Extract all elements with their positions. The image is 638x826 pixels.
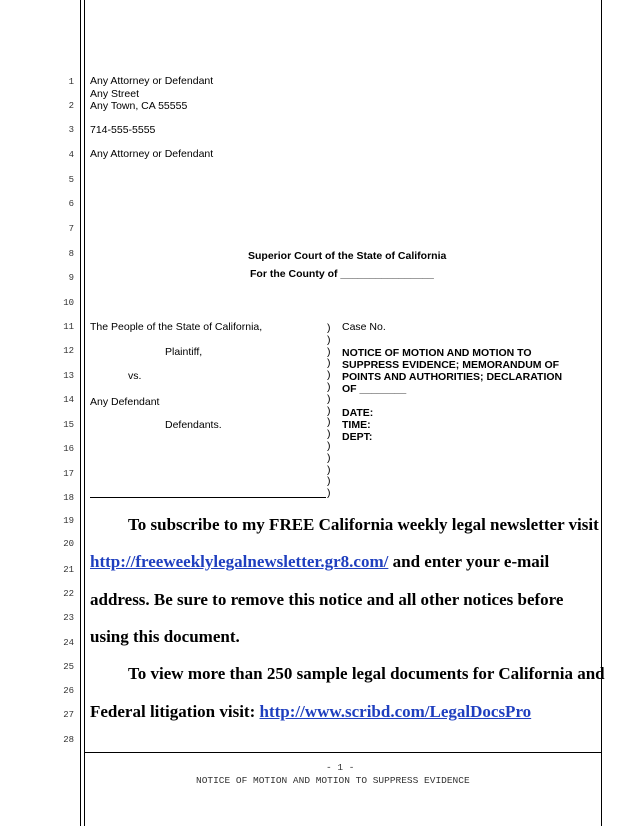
line-number: 28: [63, 735, 74, 745]
line-number: 13: [63, 371, 74, 381]
plaintiff-role: Plaintiff,: [165, 346, 203, 358]
court-name: Superior Court of the State of California: [248, 250, 447, 262]
attorney-for: Any Attorney or Defendant: [90, 148, 214, 160]
line-number: 3: [68, 125, 74, 135]
notice-line-6-text: Federal litigation visit:: [90, 702, 260, 721]
notice-line-2-text: and enter your e-mail: [388, 552, 550, 571]
document-title-line-3: POINTS AND AUTHORITIES; DECLARATION: [342, 371, 563, 383]
left-margin-rule-inner: [84, 0, 85, 826]
right-margin-rule: [601, 0, 602, 826]
notice-line-3: address. Be sure to remove this notice and all other notices before: [90, 590, 564, 609]
line-number: 9: [68, 273, 74, 283]
caption-paren: ): [327, 392, 331, 405]
line-number: 17: [63, 469, 74, 479]
line-number: 16: [63, 444, 74, 454]
attorney-city: Any Town, CA 55555: [90, 100, 188, 112]
caption-paren: ): [327, 322, 331, 334]
hearing-time-label: TIME:: [342, 419, 371, 431]
line-number: 5: [68, 175, 74, 185]
line-number: 26: [63, 686, 74, 696]
caption-paren: ): [327, 428, 331, 441]
line-number: 2: [68, 101, 74, 111]
attorney-name: Any Attorney or Defendant: [90, 75, 214, 87]
line-number: 15: [63, 420, 74, 430]
caption-paren: ): [327, 463, 331, 476]
line-number: 4: [68, 150, 74, 160]
line-number: 21: [63, 565, 74, 575]
caption-underline: [90, 497, 326, 498]
left-margin-rule-outer: [80, 0, 81, 826]
line-number: 11: [63, 322, 74, 332]
defendant-role: Defendants.: [165, 419, 222, 431]
notice-line-2: [90, 552, 549, 572]
line-number: 12: [63, 346, 74, 356]
document-title-line-4: OF ________: [342, 383, 407, 395]
footer-title: NOTICE OF MOTION AND MOTION TO SUPPRESS EVIDENCE: [196, 775, 470, 786]
caption-paren: ): [327, 381, 331, 393]
caption-paren: ): [327, 333, 331, 346]
notice-line-5: To view more than 250 sample legal documents for California and: [128, 664, 605, 683]
versus: vs.: [128, 370, 142, 382]
line-number: 8: [68, 249, 74, 259]
line-number: 10: [63, 298, 74, 308]
footer-rule: [84, 752, 601, 753]
line-number: 23: [63, 613, 74, 623]
case-number-label: Case No.: [342, 321, 386, 333]
attorney-street: Any Street: [90, 88, 140, 100]
scribd-link[interactable]: http://www.scribd.com/LegalDocsPro: [259, 702, 532, 721]
line-number: 6: [68, 199, 74, 209]
line-number: 18: [63, 493, 74, 503]
notice-line-4: using this document.: [90, 627, 240, 646]
defendant-name: Any Defendant: [90, 396, 160, 408]
line-number: 22: [63, 589, 74, 599]
line-number: 7: [68, 224, 74, 234]
line-number: 14: [63, 395, 74, 405]
caption-paren: ): [327, 416, 331, 429]
court-county: For the County of ________________: [250, 268, 434, 280]
caption-paren: ): [327, 345, 331, 358]
line-number: 19: [63, 516, 74, 526]
caption-paren: ): [327, 357, 331, 370]
line-number: 27: [63, 710, 74, 720]
hearing-date-label: DATE:: [342, 407, 374, 419]
caption-paren: ): [327, 451, 331, 464]
newsletter-link[interactable]: http://freeweeklylegalnewsletter.gr8.com/: [90, 552, 389, 571]
caption-paren: ): [327, 440, 331, 452]
attorney-phone: 714-555-5555: [90, 124, 156, 136]
caption-paren: ): [327, 487, 331, 500]
document-title-line-2: SUPPRESS EVIDENCE; MEMORANDUM OF: [342, 359, 560, 371]
line-number: 1: [68, 77, 74, 87]
plaintiff-name: The People of the State of California,: [90, 321, 263, 333]
notice-line-6: [90, 702, 531, 722]
document-title-line-1: NOTICE OF MOTION AND MOTION TO: [342, 347, 532, 359]
line-number: 24: [63, 638, 74, 648]
notice-line-1: To subscribe to my FREE California weekly legal newsletter visit: [128, 515, 599, 534]
caption-paren: ): [327, 475, 331, 488]
caption-paren: ): [327, 369, 331, 382]
line-number: 25: [63, 662, 74, 672]
line-number: 20: [63, 539, 74, 549]
page-number: - 1 -: [326, 762, 355, 773]
hearing-dept-label: DEPT:: [342, 431, 373, 443]
caption-paren: ): [327, 404, 331, 417]
